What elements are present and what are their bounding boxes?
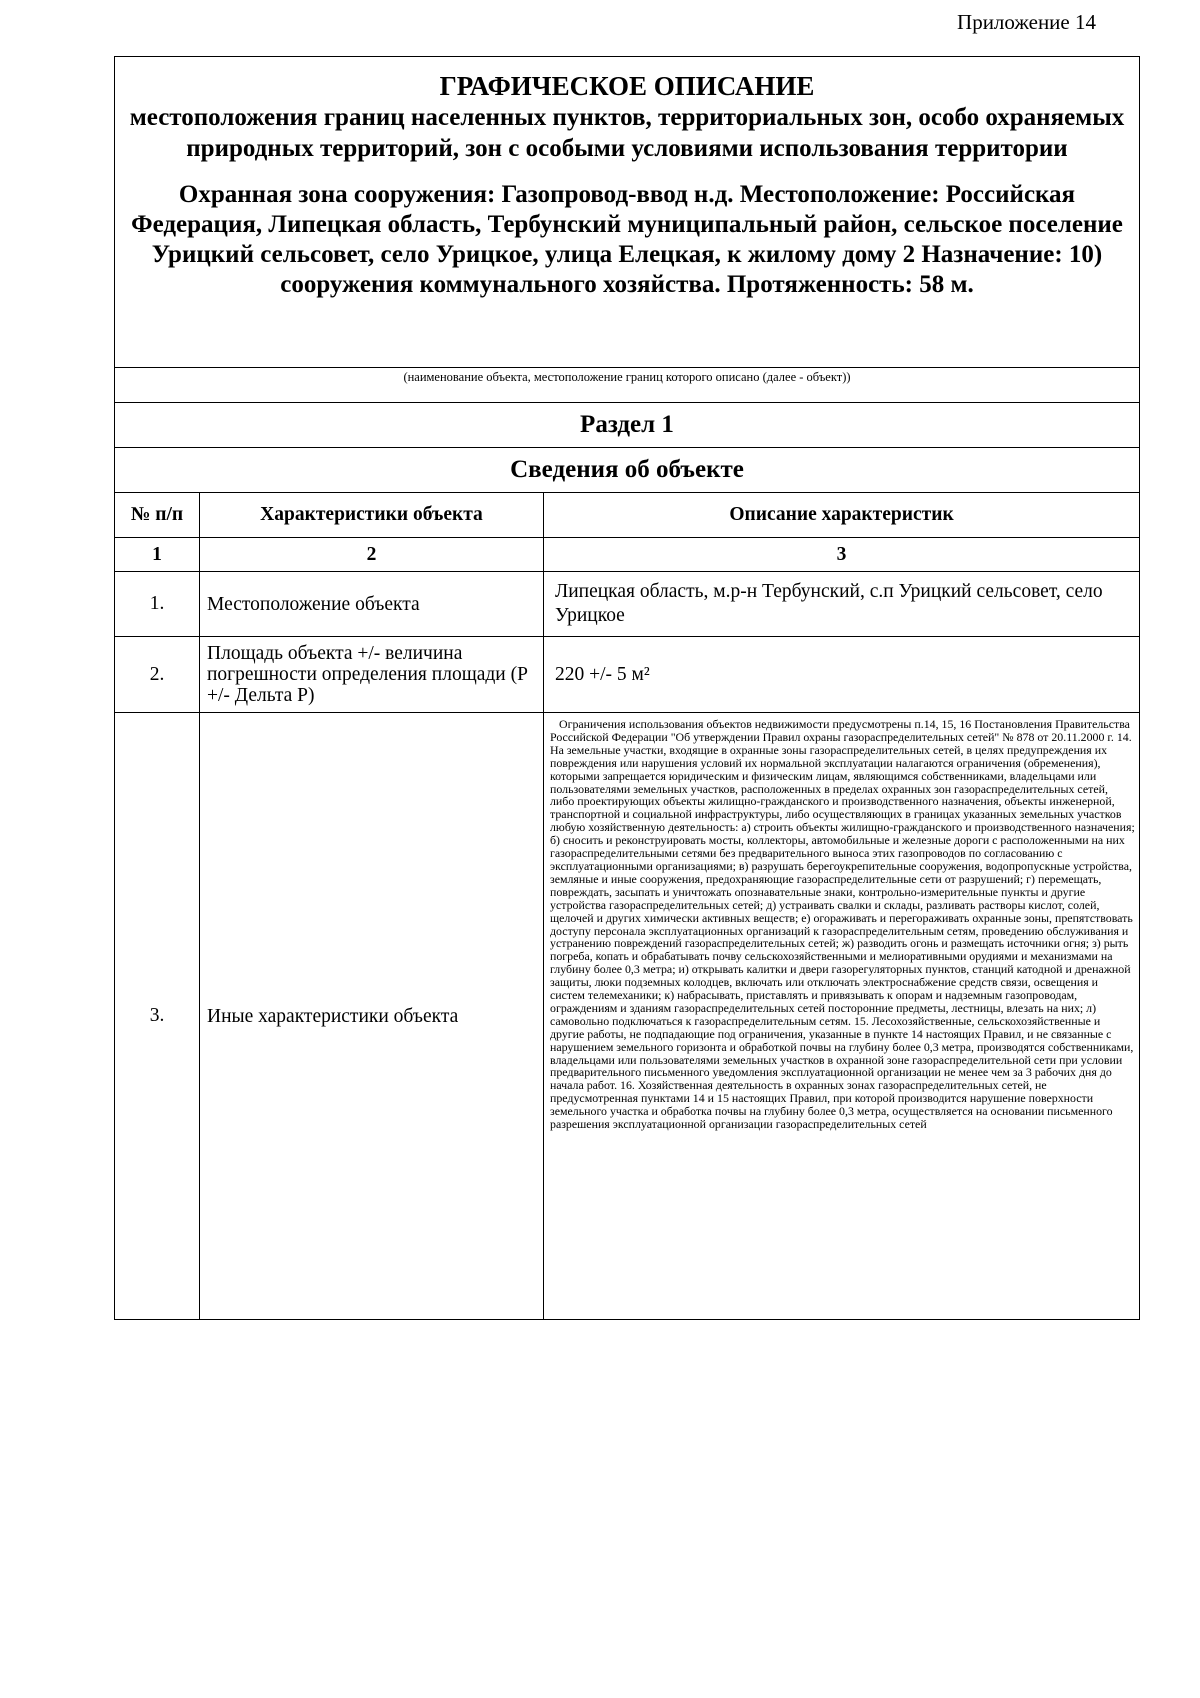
document-title: ГРАФИЧЕСКОЕ ОПИСАНИЕ bbox=[439, 71, 815, 101]
object-name-caption: (наименование объекта, местоположение границ которого описано (далее - объект)) bbox=[115, 367, 1139, 402]
row-characteristic: Местоположение объекта bbox=[200, 572, 544, 637]
object-name: Охранная зона сооружения: Газопровод-ввод н.д. Местоположение: Российская Федерация, Липецкая область, Тербунский муниципальный район, сельское поселение Урицкий сельсовет, село Урицкое, улица Елецкая, к жилому дому 2 Назначение: 10) сооружения коммунального хозяйства. Протяженность: 58 м. bbox=[131, 181, 1123, 298]
table-header-number: № п/п bbox=[115, 493, 200, 538]
title-block bbox=[115, 57, 1139, 367]
row-number: 3. bbox=[115, 713, 200, 1319]
column-number: 2 bbox=[200, 538, 544, 572]
appendix-label: Приложение 14 bbox=[957, 10, 1096, 34]
column-number: 3 bbox=[544, 538, 1139, 572]
row-characteristic: Иные характеристики объекта bbox=[200, 713, 544, 1319]
section-subtitle: Сведения об объекте bbox=[115, 447, 1139, 492]
object-info-table bbox=[115, 492, 1139, 1319]
table-header-description: Описание характеристик bbox=[544, 493, 1139, 538]
table-header-characteristic: Характеристики объекта bbox=[200, 493, 544, 538]
row-number: 1. bbox=[115, 572, 200, 637]
document-subtitle: местоположения границ населенных пунктов, территориальных зон, особо охраняемых природных территорий, зон с особыми условиями использования территории bbox=[129, 104, 1125, 162]
document-frame bbox=[114, 56, 1140, 1320]
column-number: 1 bbox=[115, 538, 200, 572]
row-description: 220 +/- 5 м² bbox=[544, 637, 1139, 713]
row-description: Ограничения использования объектов недвижимости предусмотрены п.14, 15, 16 Постановления Правительства Российской Федерации "Об утверждении Правил охраны газораспределительных сетей" № 878 от 20.11.2000 г. 14. На земельные участки, входящие в охранные зоны газораспределительных сетей, в целях предупреждения их повреждения или нарушения условий их нормальной эксплуатации налагаются ограничения (обременения), которыми запрещается юридическим и физическим лицам, являющимся собственниками, владельцами или пользователями земельных участков, расположенных в пределах охранных зон газораспределительных сетей, либо проектирующих объекты жилищно-гражданского и производственного назначения, объекты инженерной, транспортной и социальной инфраструктуры, либо осуществляющих в границах указанных земельных участков любую хозяйственную деятельность: а) строить объекты жилищно-гражданского и производственного назначения; б) сносить и реконструировать мосты, коллекторы, автомобильные и железные дороги с расположенными на них газораспределительными сетями без предварительного выноса этих газопроводов по согласованию с эксплуатационными организациями; в) разрушать берегоукрепительные сооружения, водопропускные устройства, земляные и иные сооружения, предохраняющие газораспределительные сети от разрушений; г) перемещать, повреждать, засыпать и уничтожать опознавательные знаки, контрольно-измерительные пункты и другие устройства газораспределительных сетей; д) устраивать свалки и склады, разливать растворы кислот, солей, щелочей и других химически активных веществ; е) огораживать и перегораживать охранные зоны, препятствовать доступу персонала эксплуатационных организаций к газораспределительным сетям, проведению обслуживания и устранению повреждений газораспределительных сетей; ж) разводить огонь и размещать источники огня; з) рыть погреба, копать и обрабатывать почву сельскохозяйственными и мелиоративными орудиями и механизмами на глубину более 0,3 метра; и) открывать калитки и двери газорегуляторных пунктов, станций катодной и дренажной защиты, люки подземных колодцев, включать или отключать электроснабжение средств связи, освещения и систем телемеханики; к) набрасывать, приставлять и привязывать к опорам и надземным газопроводам, ограждениям и зданиям газораспределительных сетей посторонние предметы, лестницы, влезать на них; л) самовольно подключаться к газораспределительным сетям. 15. Лесохозяйственные, сельскохозяйственные и другие работы, не подпадающие под ограничения, указанные в пункте 14 настоящих Правил, и не связанные с нарушением земельного горизонта и обработкой почвы на глубину более 0,3 метра, производятся собственниками, владельцами или пользователями земельных участков в охранной зоне газораспределительной сети при условии предварительного письменного уведомления эксплуатационной организации не менее чем за 3 рабочих дня до начала работ. 16. Хозяйственная деятельность в охранных зонах газораспределительных сетей, не предусмотренная пунктами 14 и 15 настоящих Правил, при которой производится нарушение поверхности земельного участка и обработка почвы на глубину более 0,3 метра, осуществляется на основании письменного разрешения эксплуатационной организации газораспределительных сетей bbox=[550, 717, 1135, 1132]
section-title: Раздел 1 bbox=[115, 402, 1139, 447]
row-number: 2. bbox=[115, 637, 200, 713]
row-description: Липецкая область, м.р-н Тербунский, с.п Урицкий сельсовет, село Урицкое bbox=[544, 572, 1139, 637]
row-characteristic: Площадь объекта +/- величина погрешности определения площади (P +/- Дельта P) bbox=[200, 637, 544, 713]
